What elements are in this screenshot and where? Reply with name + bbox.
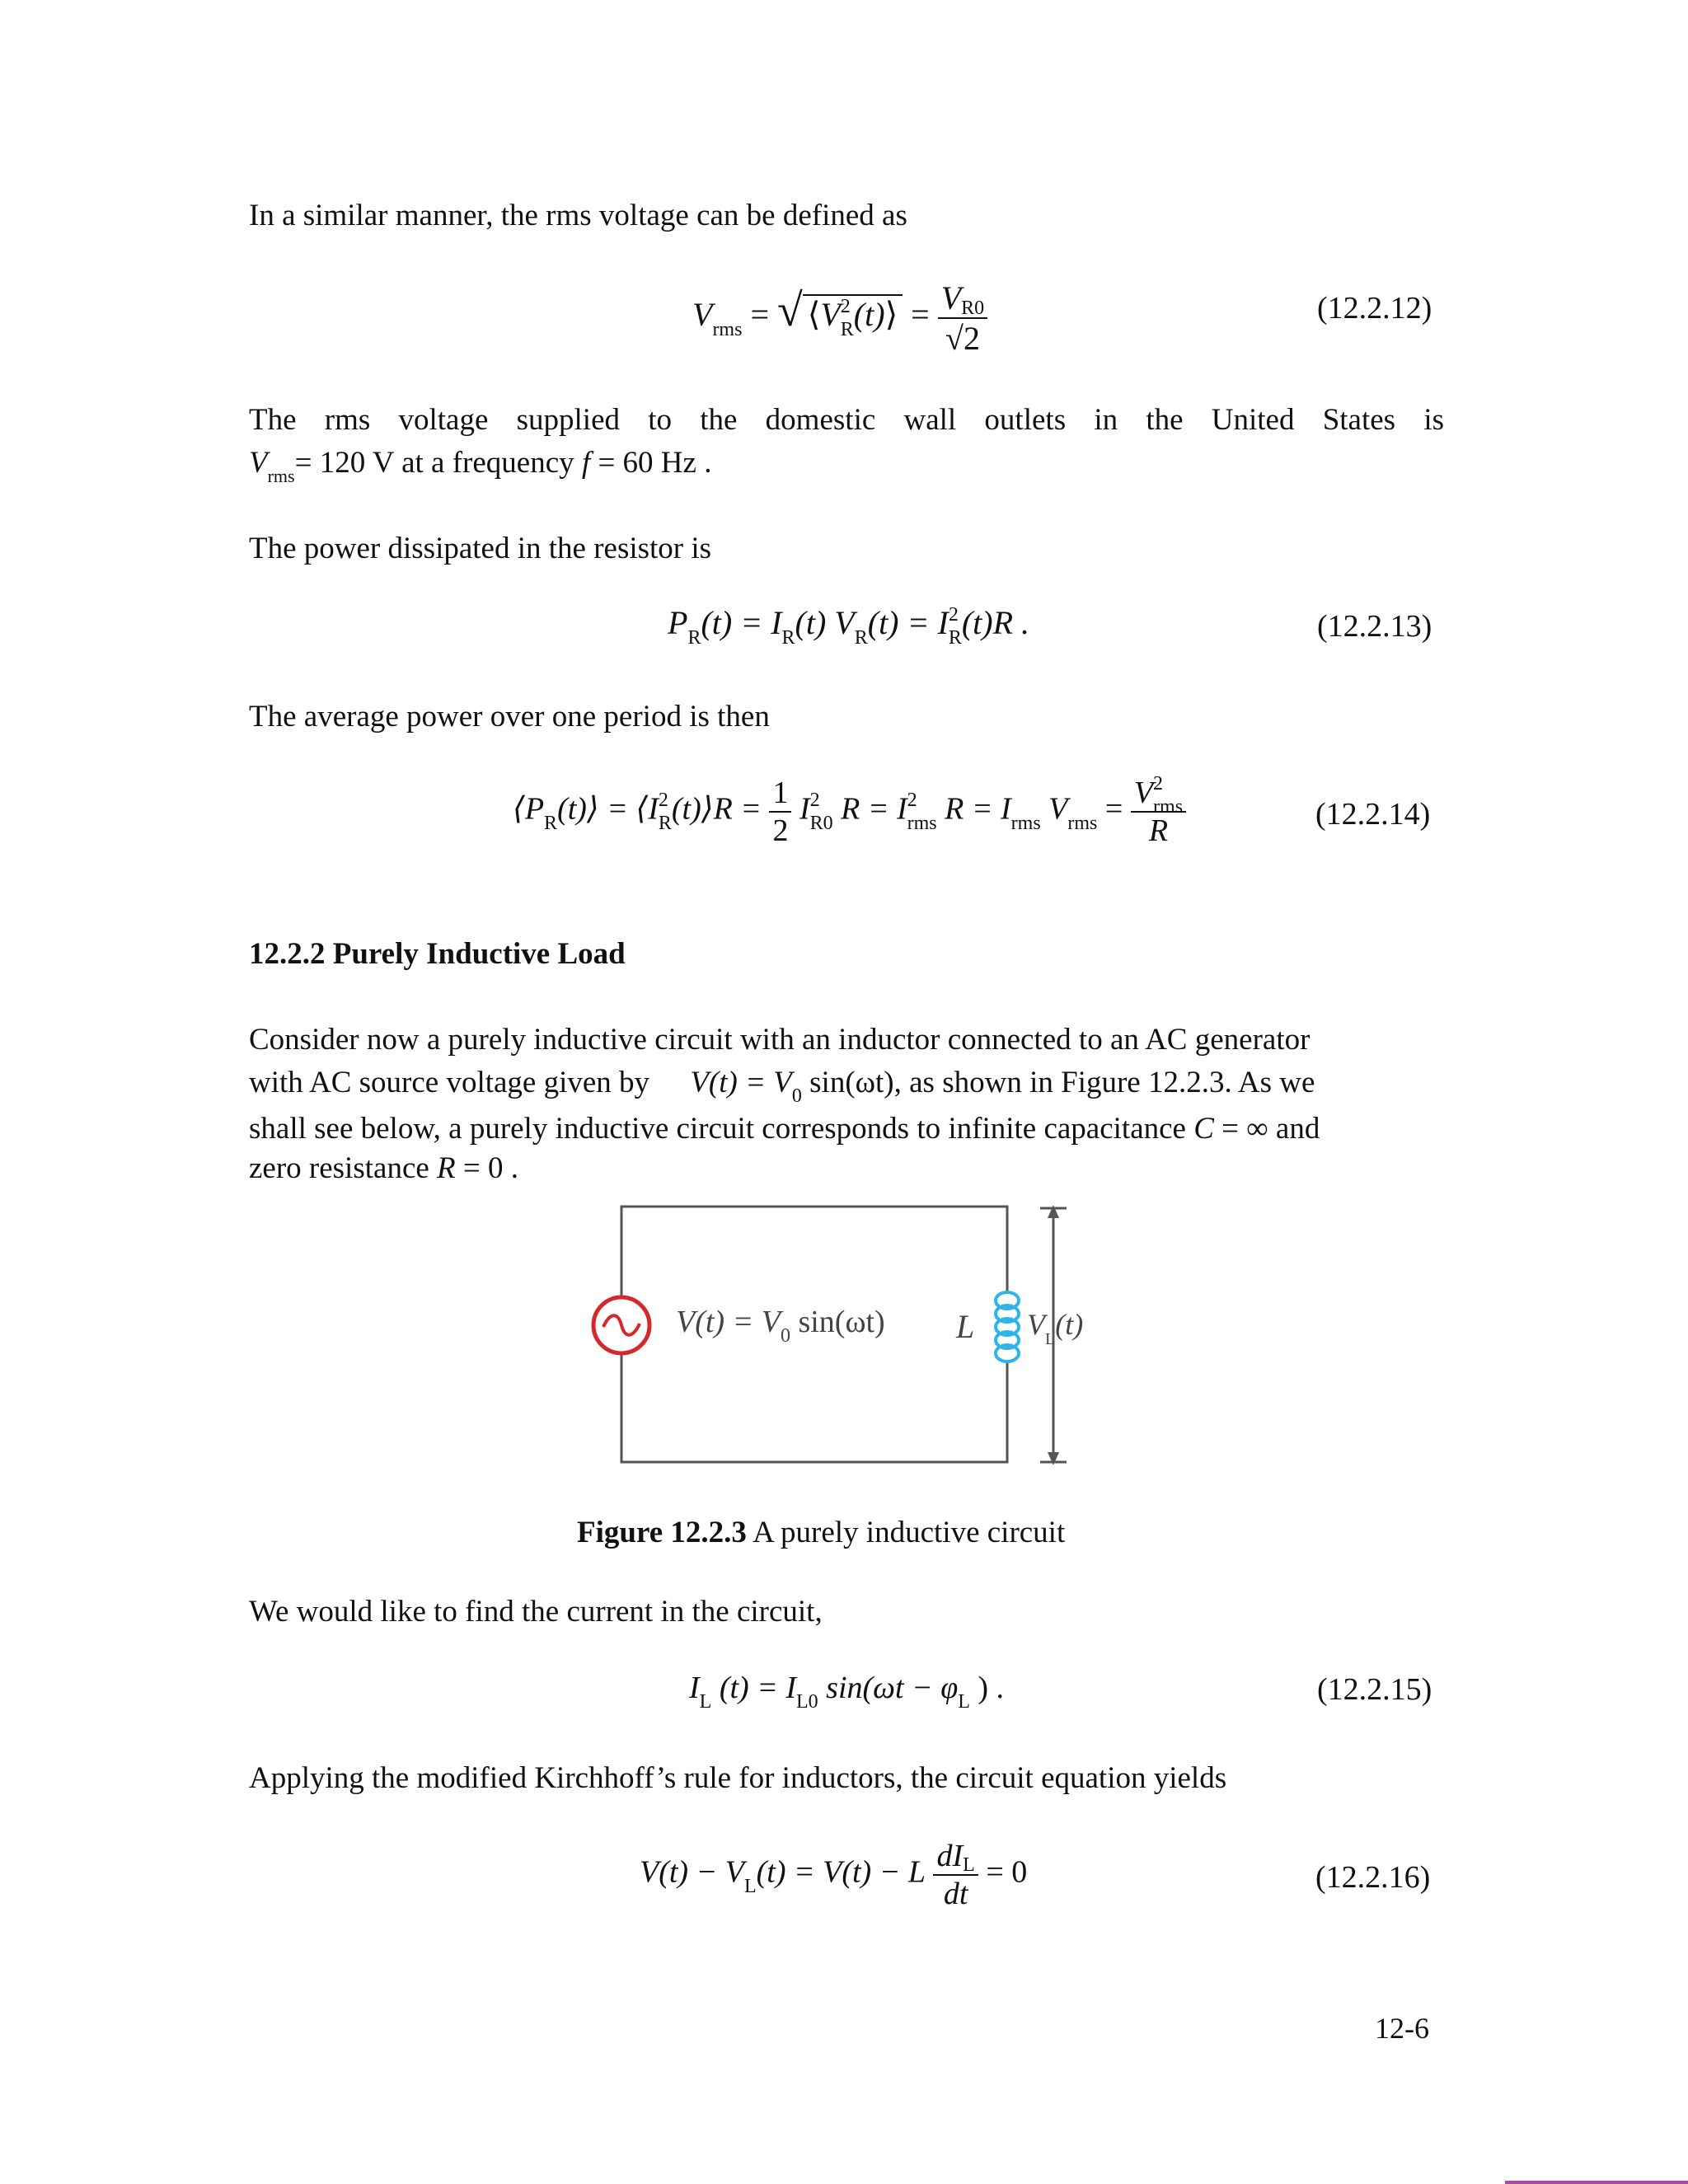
eq-subscript: L [699,1691,712,1713]
text-token: = ∞ [1213,1112,1268,1146]
text-token: R [437,1151,456,1185]
paragraph-find-current: We would like to find the current in the circuit, [249,1595,823,1629]
equation-number: (12.2.13) [1317,609,1432,644]
eq-token: 2 [772,813,789,848]
eq-subscript: R [840,319,854,341]
label-token: (t) [1055,1308,1084,1341]
equation-number: (12.2.15) [1317,1672,1432,1707]
equation-12-2-14 [513,775,1186,849]
paragraph-inductive-line1: Consider now a purely inductive circuit with an inductor connected to an AC generator [249,1023,1311,1057]
eq-token: V [1133,776,1154,810]
eq-token: ⟨P [513,791,545,827]
text-subscript: rms [267,466,295,486]
eq-token: R [1148,813,1169,848]
eq-superscript: 2 [809,789,820,811]
inductor-label: L [956,1308,975,1345]
eq-subscript: R [854,627,868,649]
eq-token: R = I [936,791,1011,827]
eq-token: = [911,296,930,334]
text-token: , as shown in Figure 12.2.3. As we [893,1066,1315,1099]
text-token: with AC source voltage given by [249,1066,658,1099]
eq-token: (t) V [795,604,855,641]
eq-subscript: rms [907,812,937,834]
figure-circuit [577,1187,1104,1475]
eq-token: (t) = I [711,1671,796,1705]
equation-number: (12.2.14) [1315,797,1431,832]
label-token: sin(ωt) [790,1305,885,1339]
paragraph-inductive-line4 [249,1147,1444,1190]
label-token: V(t) = V [676,1305,781,1339]
eq-subscript: R [687,627,701,649]
text-token: zero resistance [249,1151,438,1185]
eq-token: V [1040,791,1068,827]
eq-superscript: 2 [840,296,851,318]
section-heading: 12.2.2 Purely Inductive Load [249,937,626,971]
eq-token: (t)R . [961,604,1030,641]
source-voltage-label [676,1304,885,1347]
eq-fraction [933,1838,978,1912]
eq-token: √2 [945,320,980,357]
eq-token: sin(ωt − φ [818,1671,959,1705]
text-token: shall see below, a purely inductive circuit corresponds to infinite capacitance [249,1112,1194,1146]
eq-subscript: R [948,627,962,649]
eq-token: P [668,604,688,641]
eq-subscript: L [963,1854,975,1876]
paragraph-rms-intro: In a similar manner, the rms voltage can be defined as [249,199,907,232]
sqrt-radicand [803,294,903,341]
eq-fraction-half [769,775,791,849]
text-token: = 60 Hz . [590,446,712,480]
eq-token: = 0 [978,1854,1028,1890]
eq-subscript: L [743,1875,757,1897]
eq-superscript: 2 [907,789,917,811]
text-token: = 120 V [294,446,394,480]
inductor-voltage-label [1027,1307,1084,1348]
eq-token: V [820,296,841,334]
inline-equation [690,1066,894,1107]
page-edge-mark [1505,2181,1688,2184]
arrow-head-top [1048,1205,1059,1218]
equation-number: (12.2.16) [1315,1860,1431,1895]
eq-token: ⟩ [884,296,898,334]
text-token: and [1268,1112,1320,1146]
arrow-head-bottom [1048,1452,1059,1465]
eq-token: V [940,279,962,316]
text-token: sin(ωt) [801,1066,894,1099]
eq-token: = [750,296,769,334]
page-number: 12-6 [1375,2012,1429,2045]
eq-token: (t)⟩R = [671,791,770,827]
eq-subscript: R0 [961,298,985,319]
eq-token: ⟨ [807,296,821,334]
paragraph-inductive-line3 [249,1108,1444,1151]
eq-fraction [938,279,987,358]
sqrt-sign: √ [777,285,803,337]
eq-subscript: R [544,812,558,834]
eq-token: R = I [832,791,907,827]
label-token: V [1027,1308,1045,1341]
inductor-gap [994,1292,1020,1361]
text-token: V [249,446,268,480]
eq-subscript: rms [1067,812,1098,834]
label-subscript: 0 [780,1325,790,1347]
eq-subscript: rms [1153,796,1184,818]
eq-superscript: 2 [658,789,668,811]
eq-token: I [791,791,810,827]
eq-subscript: R0 [809,812,833,834]
eq-fraction [1131,775,1186,849]
text-token: V(t) = V [690,1066,792,1099]
eq-superscript: 2 [1153,773,1164,794]
eq-token: 1 [769,775,791,813]
text-token: C [1193,1112,1214,1146]
eq-token: = [1097,791,1131,827]
eq-subscript: L0 [796,1691,818,1713]
eq-subscript: rms [1010,812,1041,834]
eq-token: I [689,1671,700,1705]
eq-token: (t)⟩ = ⟨I [557,791,659,827]
eq-superscript: 2 [948,604,959,626]
eq-subscript: R [781,627,795,649]
paragraph-rms-line1: The rms voltage supplied to the domestic wall outlets in the United States is [249,403,1444,437]
eq-token: (t) = I [701,604,782,641]
eq-subscript: rms [712,319,743,341]
text-token: f [581,446,591,480]
eq-token: ) . [969,1671,1005,1705]
eq-token: dI [936,1839,964,1873]
equation-12-2-16 [640,1838,1027,1912]
text-subscript: 0 [791,1085,802,1107]
label-subscript: L [1045,1330,1056,1348]
eq-token: (t) [853,296,885,334]
equation-12-2-15 [689,1670,1005,1713]
equation-number: (12.2.12) [1317,291,1432,326]
paragraph-kirchhoff: Applying the modified Kirchhoff’s rule for inductors, the circuit equation yields [249,1761,1227,1795]
figure-caption [577,1515,1065,1550]
eq-token: V [692,296,713,334]
eq-subscript: L [958,1691,970,1713]
eq-subscript: R [658,812,672,834]
paragraph-inductive-line2 [249,1062,1444,1108]
text-token: = 0 . [455,1151,519,1185]
eq-token: V(t) − V [640,1854,744,1890]
eq-token: (t) = V(t) − L [756,1854,926,1890]
paragraph-average-power: The average power over one period is then [249,700,770,733]
eq-token: dt [943,1877,968,1911]
equation-12-2-12 [692,279,987,358]
eq-token: (t) = I [867,604,949,641]
caption-text: A purely inductive circuit [746,1516,1066,1549]
caption-label: Figure 12.2.3 [577,1516,747,1549]
paragraph-rms-line2 [249,442,1444,488]
paragraph-power-intro: The power dissipated in the resistor is [249,532,712,565]
text-token: at a frequency [393,446,582,480]
equation-12-2-13 [668,603,1030,649]
